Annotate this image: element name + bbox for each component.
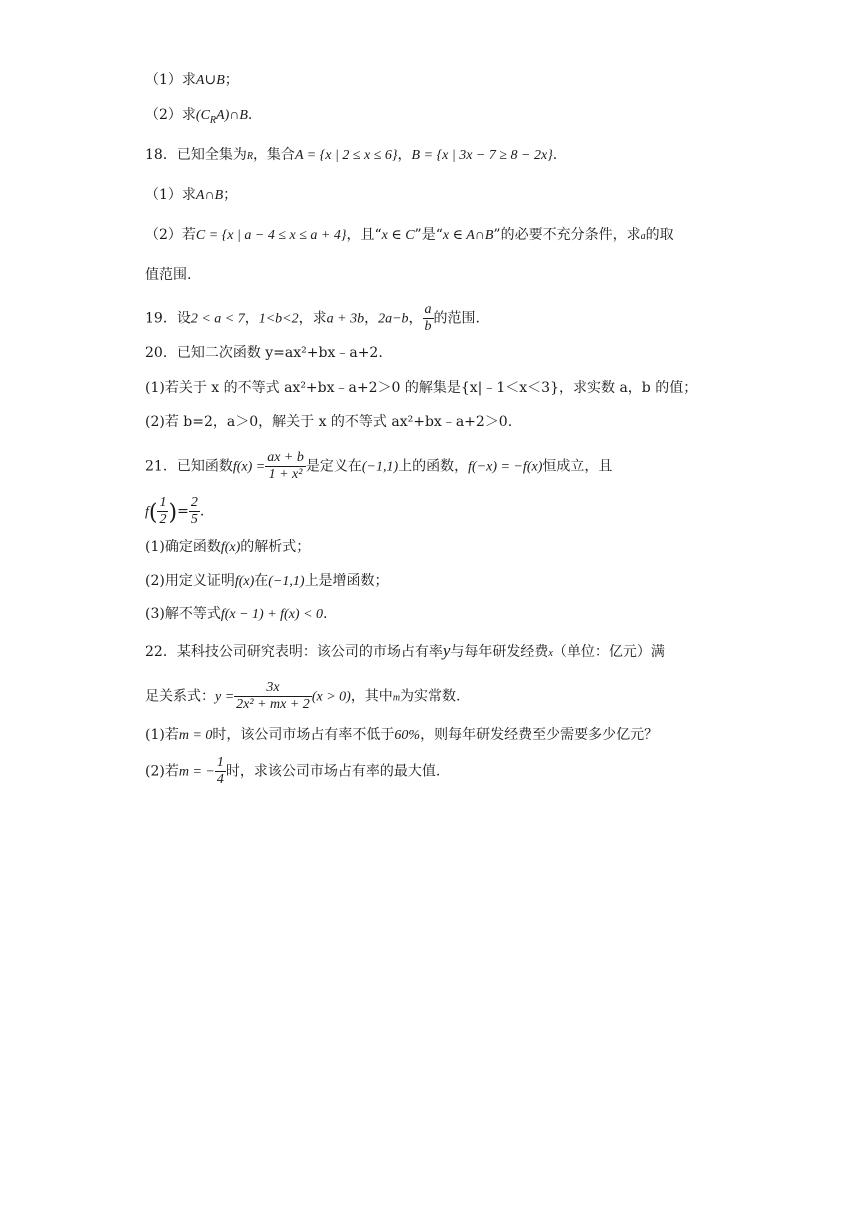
fraction-one-half: $\frac{1}{2}$ — [159, 495, 167, 527]
q21-part3: (3)解不等式f(x − 1) + f(x) < 0. — [145, 606, 328, 622]
q20-part1: (1)若关于 x 的不等式 ax²+bx﹣a+2＞0 的解集是{x|﹣1＜x＜3}，求实数 a，b 的值； — [145, 380, 698, 396]
q22-part1: (1)若m = 0时，该公司市场占有率不低于60%，则每年研发经费至少需要多少亿元？ — [145, 727, 659, 743]
q21-stem-cont: f( $\frac{1}{2}$ )= $\frac{2}{5}$ . — [145, 495, 205, 527]
q18-part2-cont: 值范围. — [145, 267, 192, 283]
q18-part1: （1）求A∩B； — [145, 187, 238, 203]
q19: 19．设2 < a < 7，1<b<2，求a + 3b，2a−b， $\frac{a}{b}$ 的范围. — [145, 302, 480, 334]
q22-stem: 22．某科技公司研究表明：该公司的市场占有率y与每年研发经费x（单位：亿元）满 — [145, 641, 665, 660]
q22-part2: (2)若m = − $\frac{1}{4}$ 时，求该公司市场占有率的最大值. — [145, 755, 441, 787]
q18-stem: 18．已知全集为R，集合A = {x | 2 ≤ x ≤ 6}，B = {x | 3x − 7 ≥ 8 − 2x}. — [145, 147, 558, 163]
fraction-market-share: $\frac{3x}{\text{2x² + mx + 2}}$ — [236, 680, 310, 712]
fraction-function-def: $\frac{ax + b}{\text{1 + x²}}$ — [267, 450, 304, 482]
q21-stem: 21．已知函数f(x) = $\frac{ax + b}{\text{1 + x²}}$ 是定义在(−1,1)上的函数，f(−x) = −f(x)恒成立，且 — [145, 450, 613, 482]
q21-part2: (2)用定义证明f(x)在(−1,1)上是增函数； — [145, 573, 389, 589]
fraction-a-over-b: $\frac{a}{b}$ — [424, 302, 432, 334]
fraction-one-quarter: $\frac{1}{4}$ — [216, 755, 224, 787]
q17-part1: （1）求A∪B； — [145, 72, 239, 88]
q21-part1: (1)确定函数f(x)的解析式； — [145, 539, 311, 555]
q20-part2: (2)若 b=2，a＞0，解关于 x 的不等式 ax²+bx﹣a+2＞0. — [145, 414, 513, 430]
fraction-two-fifths: $\frac{2}{5}$ — [190, 495, 198, 527]
q20: 20．已知二次函数 y=ax²+bx﹣a+2. — [145, 345, 383, 361]
q18-part2: （2）若C = {x | a − 4 ≤ x ≤ a + 4}，且“x ∈ C”是“x ∈ A∩B”的必要不充分条件，求a的取 — [145, 227, 674, 243]
q17-part2: （2）求$(C_RA)\cap B$. — [145, 107, 253, 126]
q22-stem-cont: 足关系式：y = $\frac{3x}{\text{2x² + mx + 2}}$ (x > 0)，其中m为实常数. — [145, 680, 461, 712]
